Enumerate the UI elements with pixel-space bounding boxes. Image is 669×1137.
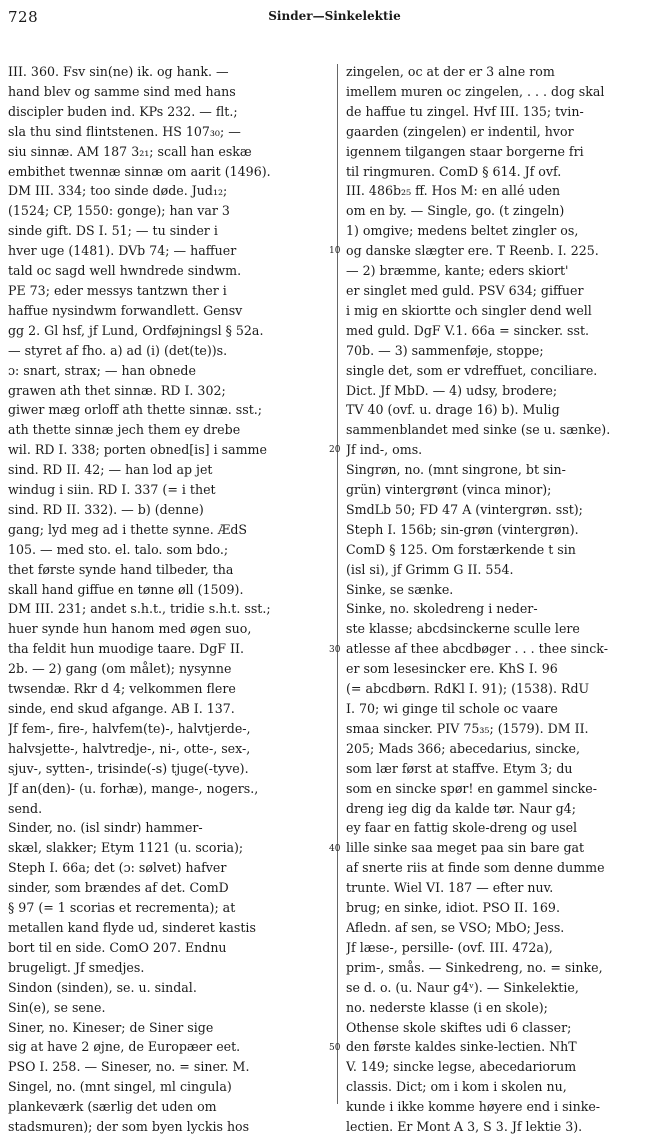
text-line: Singrøn, no. (mnt singrone, bt sin- [346,462,566,478]
page-number: 728 [8,8,39,26]
text-line: imellem muren oc zingelen, . . . dog skal [346,83,605,99]
text-line: lille sinke saa meget paa sin bare gat [346,840,585,856]
text-line: stadsmuren); der som byen lyckis hos [8,1119,250,1135]
text-line: giwer mæg orloff ath thette sinnæ. sst.; [8,402,263,418]
text-line: til ringmuren. ComD § 614. Jf ovf. [346,163,562,179]
text-line: sjuv-, sytten-, trisinde(-s) tjuge(-tyve). [8,760,249,776]
column-divider [337,64,338,1104]
text-line: classis. Dict; om i kom i skolen nu, [346,1079,567,1095]
text-line: (1524; CP, 1550: gonge); han var 3 [8,203,230,219]
text-line: er som lesesincker ere. KhS I. 96 [346,661,558,677]
text-line: sind. RD II. 332). — b) (denne) [8,501,204,517]
text-line: igennem tilgangen staar borgerne fri [346,143,584,159]
line-number: 20 [329,445,341,456]
text-line: ComD § 125. Om forstærkende t sin [346,541,576,557]
text-line: sig at have 2 øjne, de Europæer eet. [8,1039,241,1055]
text-line: om en by. — Single, go. (t zingeln) [346,203,565,219]
text-line: grawen ath thet sinnæ. RD I. 302; [8,382,226,398]
text-line: bort til en side. ComO 207. Endnu [8,939,227,955]
text-line: sla thu sind flintstenen. HS 107₃₀; — [8,123,241,139]
text-line: Singel, no. (mnt singel, ml cingula) [8,1079,232,1095]
text-line: wil. RD I. 338; porten obned[is] i samme [8,442,267,458]
line-number: 30 [329,644,341,655]
text-line: tha feldit hun muodige taare. DgF II. [8,641,244,657]
left-column [8,62,328,1137]
text-line: se d. o. (u. Naur g4ᵛ). — Sinkelektie, [346,979,579,995]
text-line: kunde i ikke komme høyere end i sinke- [346,1099,601,1115]
text-line: single det, som er vdreffuet, conciliare. [346,362,598,378]
text-line: thet første synde hand tilbeder, tha [8,561,234,577]
text-line: sinde, end skud afgange. AB I. 137. [8,701,235,716]
text-line: Sindon (sinden), se. u. sindal. [8,979,197,995]
text-line: og danske slægter ere. T Reenb. I. 225. [346,243,599,259]
text-line: Jf an(den)- (u. forhæ), mange-, nogers., [8,780,259,796]
text-line: gang; lyd meg ad i thette synne. ÆdS [8,521,248,537]
running-head: Sinder—Sinkelektie [268,9,401,23]
text-line: Afledn. af sen, se VSO; MbO; Jess. [346,919,565,935]
text-line: twsendæ. Rkr d 4; velkommen flere [8,681,236,697]
text-line: sinde gift. DS I. 51; — tu sinder i [8,223,218,239]
text-line: skæl, slakker; Etym 1121 (u. scoria); [8,840,244,856]
text-line: TV 40 (ovf. u. drage 16) b). Mulig [346,402,560,418]
text-line: ɔ: snart, strax; — han obnede [8,362,196,378]
text-line: med guld. DgF V.1. 66a = sincker. sst. [346,322,590,338]
text-line: sammenblandet med sinke (se u. sænke). [346,422,611,438]
text-line: Sinke, se sænke. [346,581,454,597]
text-line: Othense skole skiftes udi 6 classer; [346,1019,572,1035]
text-line: lectien. Er Mont A 3, S 3. Jf lektie 3). [346,1119,583,1135]
text-line: i mig en skiortte och singler dend well [346,302,592,318]
text-line: atlesse af thee abcdbøger . . . thee sinck- [346,641,608,657]
text-line: III. 486b₂₅ ff. Hos M: en allé uden [346,183,561,199]
text-line: gaarden (zingelen) er indentil, hvor [346,123,574,139]
text-line: (isl si), jf Grimm G II. 554. [346,561,514,577]
text-line: smaa sincker. PIV 75₃₅; (1579). DM II. [346,720,589,736]
text-line: skall hand giffue en tønne øll (1509). [8,581,244,597]
text-line: — styret af fho. a) ad (i) (det(te))s. [8,342,228,358]
text-line: ste klasse; abcdsinckerne sculle lere [346,621,580,637]
text-line: halvsjette-, halvtredje-, ni-, otte-, sex-, [8,740,251,756]
text-line: brug; en sinke, idiot. PSO II. 169. [346,900,560,916]
text-line: plankeværk (særlig det uden om [8,1099,217,1115]
text-line: hand blev og samme sind med hans [8,83,236,99]
text-line: sinder, som brændes af det. ComD [8,880,229,896]
text-line: af snerte riis at finde som denne dumme [346,860,605,876]
text-line: Jf ind-, oms. [346,442,423,458]
text-line: siu sinnæ. AM 187 3₂₁; scall han eskæ [8,143,252,159]
text-line: zingelen, oc at der er 3 alne rom [346,64,555,79]
page-header [8,8,661,34]
text-line: 1) omgive; medens beltet zingler os, [346,223,579,239]
text-line: Dict. Jf MbD. — 4) udsy, brodere; [346,382,558,398]
text-line: V. 149; sincke legse, abecedariorum [346,1059,577,1075]
text-line: sind. RD II. 42; — han lod ap jet [8,462,213,478]
text-line: PSO I. 258. — Sineser, no. = siner. M. [8,1059,250,1075]
text-line: som lær først at staffve. Etym 3; du [346,760,573,776]
text-line: no. nederste klasse (i en skole); [346,999,548,1015]
text-line: 2b. — 2) gang (om målet); nysynne [8,661,232,677]
line-number: 40 [329,843,341,854]
text-line: discipler buden ind. KPs 232. — flt.; [8,103,238,119]
text-line: ey faar en fattig skole-dreng og usel [346,820,578,836]
text-line: tald oc sagd well hwndrede sindwm. [8,263,242,279]
text-line: de haffue tu zingel. Hvf III. 135; tvin- [346,103,584,119]
text-line: den første kaldes sinke-lectien. NhT [346,1039,577,1055]
text-line: prim-, smås. — Sinkedreng, no. = sinke, [346,959,603,975]
line-number: 10 [329,246,341,257]
text-line: Sin(e), se sene. [8,999,106,1015]
text-line: windug i siin. RD I. 337 (= i thet [8,482,216,498]
text-line: Sinke, no. skoledreng i neder- [346,601,538,617]
text-line: Jf fem-, fire-, halvfem(te)-, halvtjerde-, [8,720,251,736]
text-line: 70b. — 3) sammenføje, stoppe; [346,342,544,358]
text-line: haffue nysindwm forwandlett. Gensv [8,302,243,318]
text-line: PE 73; eder messys tantzwn ther i [8,282,227,298]
text-line: 205; Mads 366; abecedarius, sincke, [346,740,580,756]
text-line: send. [8,800,43,816]
text-line: er singlet med guld. PSV 634; giffuer [346,282,584,298]
text-line: Sinder, no. (isl sindr) hammer- [8,820,203,836]
text-line: ath thette sinnæ jech them ey drebe [8,422,241,438]
line-number: 50 [329,1043,341,1054]
text-line: grün) vintergrønt (vinca minor); [346,482,552,498]
text-line: dreng ieg dig da kalde tør. Naur g4; [346,800,576,816]
text-line: § 97 (= 1 scorias et recrementa); at [8,900,236,916]
text-line: (= abcdbørn. RdKl I. 91); (1538). RdU [346,681,590,697]
text-line: Steph I. 66a; det (ɔ: sølvet) hafver [8,860,227,876]
text-line: huer synde hun hanom med øgen suo, [8,621,252,637]
text-line: I. 70; wi ginge til schole oc vaare [346,701,558,716]
text-line: metallen kand flyde ud, sinderet kastis [8,919,256,935]
text-line: Jf læse-, persille- (ovf. III. 472a), [346,939,553,955]
text-line: embithet twennæ sinnæ om aarit (1496). [8,163,271,179]
text-line: SmdLb 50; FD 47 A (vintergrøn. sst); [346,501,583,517]
text-line: 105. — med sto. el. talo. som bdo.; [8,541,229,557]
text-line: III. 360. Fsv sin(ne) ik. og hank. — [8,64,229,79]
text-line: brugeligt. Jf smedjes. [8,959,145,975]
text-line: Siner, no. Kineser; de Siner sige [8,1019,214,1035]
text-line: trunte. Wiel VI. 187 — efter nuv. [346,880,554,896]
text-line: DM III. 334; too sinde døde. Jud₁₂; [8,183,228,199]
text-line: gg 2. Gl hsf, jf Lund, Ordføjningsl § 52a. [8,322,264,338]
text-line: hver uge (1481). DVb 74; — haffuer [8,243,237,259]
text-line: som en sincke spør! en gammel sincke- [346,780,597,796]
right-column [346,62,661,1137]
text-line: DM III. 231; andet s.h.t., tridie s.h.t. sst.; [8,601,271,617]
text-line: Steph I. 156b; sin-grøn (vintergrøn). [346,521,579,537]
text-line: — 2) bræmme, kante; eders skiort' [346,263,569,279]
